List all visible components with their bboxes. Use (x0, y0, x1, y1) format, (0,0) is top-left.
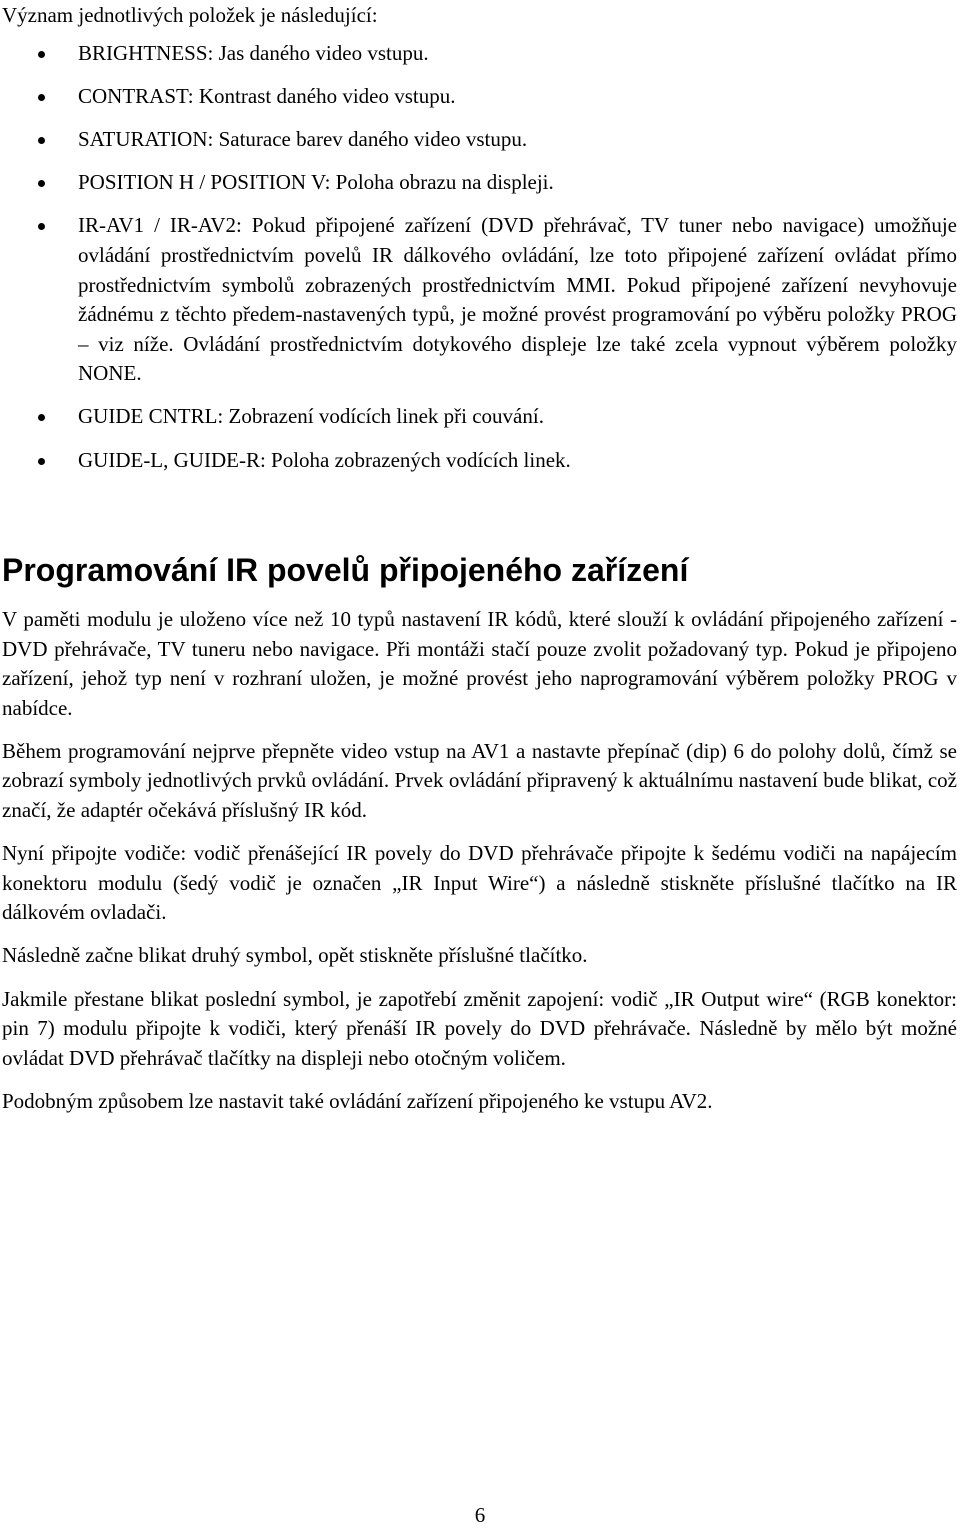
list-item (0, 39, 960, 69)
list-item (0, 168, 960, 198)
paragraph: Jakmile přestane blikat poslední symbol, je zapotřebí změnit zapojení: vodič „IR Output wire“ (RGB konektor: pin 7) modulu připojte k vodiči, který přenáší IR povely do DVD přehrávače. Následně by mělo být možné ovládat DVD přehrávač tlačítky na displeji nebo otočným voličem. (2, 986, 957, 1070)
list-item (0, 211, 960, 389)
section-heading: Programování IR povelů připojeného zařízení (2, 552, 689, 588)
list-item-text: POSITION H / POSITION V: Poloha obrazu na displeji. (78, 170, 554, 195)
bullet-icon (38, 458, 45, 465)
paragraph: Následně začne blikat druhý symbol, opět stiskněte příslušné tlačítko. (2, 943, 588, 968)
list-item-text: BRIGHTNESS: Jas daného video vstupu. (78, 41, 429, 65)
bullet-icon (38, 137, 45, 144)
section-body (2, 605, 957, 1130)
list-item (0, 82, 960, 112)
bullet-icon (38, 51, 45, 58)
settings-list (0, 39, 960, 489)
bullet-icon (38, 223, 45, 230)
paragraph: Podobným způsobem lze nastavit také ovládání zařízení připojeného ke vstupu AV2. (2, 1088, 713, 1113)
list-item-text: IR-AV1 / IR-AV2: Pokud připojené zařízení (DVD přehrávač, TV tuner nebo navigace) umožňuje ovládání prostřednictvím povelů IR dálkového ovládání, lze toto připojené zařízení ovládat přímo prostřednictvím symbolů zobrazených prostřednictvím MMI. Pokud připojené zařízení nevyhovuje žádnému z těchto předem-nastavených typů, je možné provést programování po výběru položky PROG – viz níže. Ovládání prostřednictvím dotykového displeje lze také zcela vypnout výběrem položky NONE. (78, 213, 957, 386)
list-item-text: GUIDE CNTRL: Zobrazení vodících linek při couvání. (78, 404, 544, 429)
page-number: 6 (474, 1503, 486, 1527)
list-item-text: GUIDE-L, GUIDE-R: Poloha zobrazených vodících linek. (78, 447, 571, 472)
intro-text: Význam jednotlivých položek je následující: (2, 3, 378, 27)
list-item-text: SATURATION: Saturace barev daného video vstupu. (78, 127, 528, 152)
bullet-icon (38, 94, 45, 101)
paragraph: Během programování nejprve přepněte video vstup na AV1 a nastavte přepínač (dip) 6 do polohy dolů, čímž se zobrazí symboly jednotlivých prvků ovládání. Prvek ovládání připravený k aktuálnímu nastavení bude blikat, což značí, že adaptér očekává příslušný IR kód. (2, 738, 957, 823)
list-item (0, 402, 960, 432)
list-item (0, 446, 960, 476)
list-item-text: CONTRAST: Kontrast daného video vstupu. (78, 84, 456, 109)
paragraph: V paměti modulu je uloženo více než 10 typů nastavení IR kódů, které slouží k ovládání připojeného zařízení - DVD přehrávače, TV tuneru nebo navigace. Při montáži stačí pouze zvolit požadovaný typ. Pokud je připojeno zařízení, jehož typ není v rozhraní uložen, je možné provést jeho naprogramování výběrem položky PROG v nabídce. (2, 607, 957, 720)
bullet-icon (38, 414, 45, 421)
bullet-icon (38, 180, 45, 187)
paragraph: Nyní připojte vodiče: vodič přenášející IR povely do DVD přehrávače připojte k šedému vodiči na napájecím konektoru modulu (šedý vodič je označen „IR Input Wire“) a následně stiskněte příslušné tlačítko na IR dálkovém ovladači. (2, 841, 957, 925)
list-item (0, 125, 960, 155)
